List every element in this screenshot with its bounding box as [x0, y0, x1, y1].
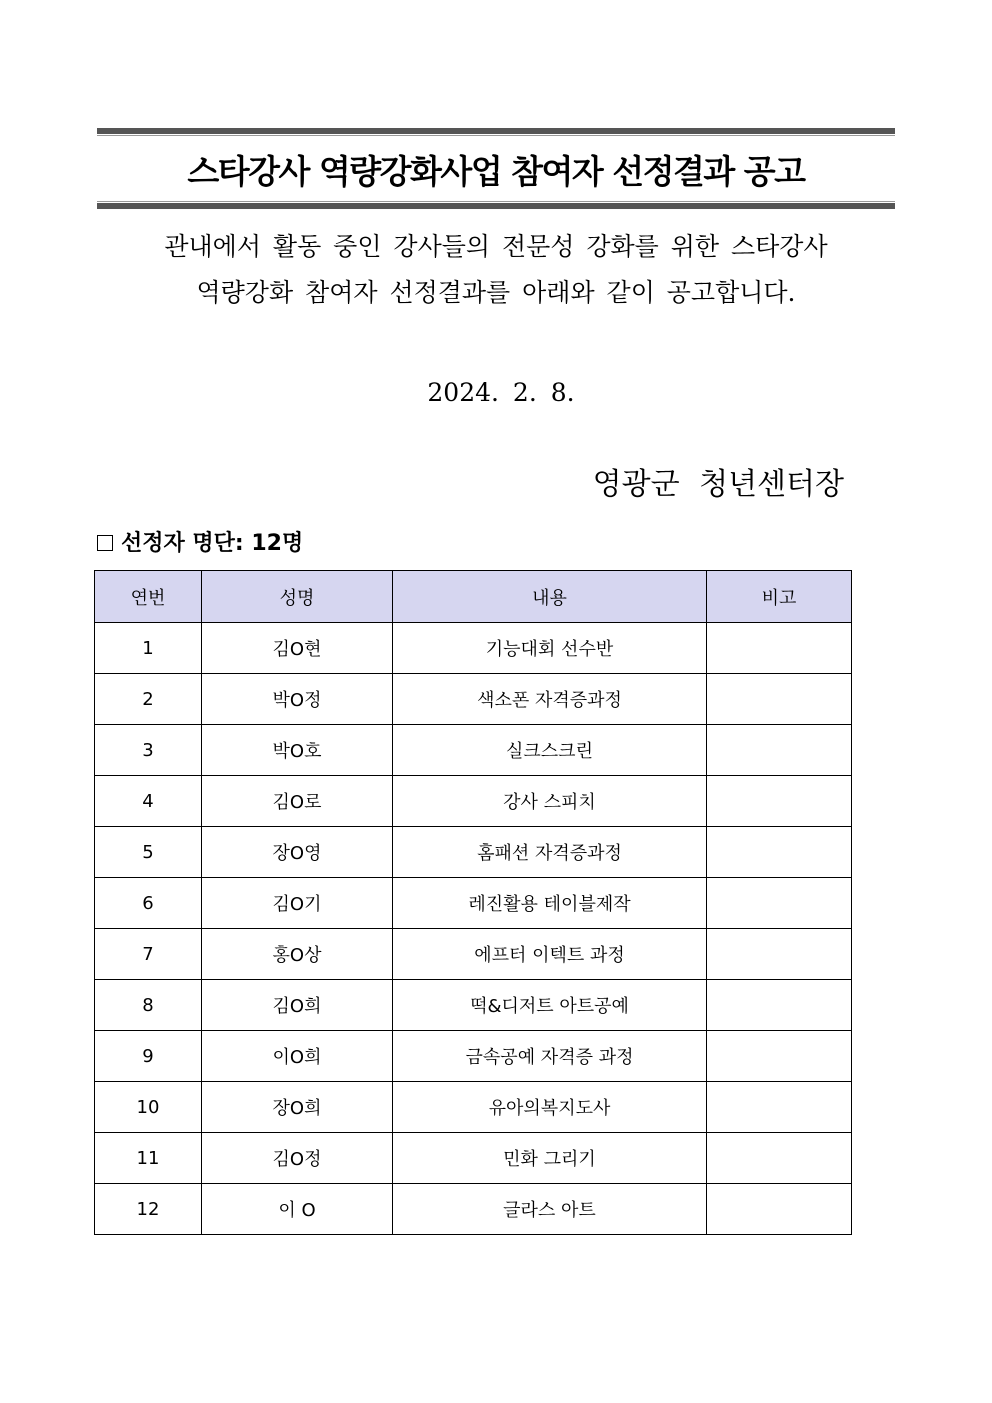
cell-note [707, 1133, 852, 1184]
notice-date: 2024. 2. 8. [427, 378, 575, 407]
cell-content: 레진활용 테이블제작 [393, 878, 707, 929]
table-row [95, 878, 852, 929]
cell-no: 11 [95, 1133, 202, 1184]
table-header-row [95, 571, 852, 623]
cell-no: 8 [95, 980, 202, 1031]
cell-no: 5 [95, 827, 202, 878]
cell-name: 장O희 [202, 1082, 393, 1133]
cell-no: 1 [95, 623, 202, 674]
table-body [95, 623, 852, 1235]
intro-line-2: 역량강화 참여자 선정결과를 아래와 같이 공고합니다. [196, 278, 796, 307]
selection-table [94, 570, 852, 1235]
cell-name: 이O희 [202, 1031, 393, 1082]
cell-name: 김O기 [202, 878, 393, 929]
cell-name: 장O영 [202, 827, 393, 878]
cell-note [707, 980, 852, 1031]
cell-content: 떡&디저트 아트공예 [393, 980, 707, 1031]
cell-name: 김O희 [202, 980, 393, 1031]
cell-note [707, 1082, 852, 1133]
cell-note [707, 1031, 852, 1082]
cell-content: 색소폰 자격증과정 [393, 674, 707, 725]
cell-name: 이 O [202, 1184, 393, 1235]
table-row [95, 827, 852, 878]
cell-note [707, 674, 852, 725]
cell-note [707, 1184, 852, 1235]
cell-no: 7 [95, 929, 202, 980]
cell-note [707, 725, 852, 776]
title-rule-bottom-thin [97, 201, 895, 202]
cell-note [707, 827, 852, 878]
title-rule-bottom [97, 203, 895, 209]
cell-no: 3 [95, 725, 202, 776]
intro-line-1: 관내에서 활동 중인 강사들의 전문성 강화를 위한 스타강사 [164, 232, 828, 261]
table-row [95, 1133, 852, 1184]
cell-no: 9 [95, 1031, 202, 1082]
table-row [95, 725, 852, 776]
table-row [95, 1184, 852, 1235]
cell-content: 실크스크린 [393, 725, 707, 776]
intro-text [120, 224, 872, 316]
title-rule-top [97, 128, 895, 134]
cell-content: 금속공예 자격증 과정 [393, 1031, 707, 1082]
list-heading-text: 선정자 명단: 12명 [121, 531, 304, 556]
cell-content: 글라스 아트 [393, 1184, 707, 1235]
cell-name: 김O정 [202, 1133, 393, 1184]
cell-no: 10 [95, 1082, 202, 1133]
list-heading [97, 526, 303, 557]
cell-content: 에프터 이텍트 과정 [393, 929, 707, 980]
cell-no: 2 [95, 674, 202, 725]
cell-content: 강사 스피치 [393, 776, 707, 827]
cell-note [707, 929, 852, 980]
cell-content: 기능대회 선수반 [393, 623, 707, 674]
cell-content: 홈패션 자격증과정 [393, 827, 707, 878]
title-box [97, 128, 895, 209]
cell-no: 4 [95, 776, 202, 827]
cell-content: 민화 그리기 [393, 1133, 707, 1184]
issuer: 영광군 청년센터장 [592, 467, 844, 502]
cell-note [707, 776, 852, 827]
table-row [95, 776, 852, 827]
title-rule-top-thin [97, 135, 895, 136]
cell-content: 유아의복지도사 [393, 1082, 707, 1133]
table-row [95, 623, 852, 674]
table-row [95, 674, 852, 725]
cell-note [707, 623, 852, 674]
cell-note [707, 878, 852, 929]
col-header-content: 내용 [393, 571, 707, 623]
cell-name: 김O로 [202, 776, 393, 827]
cell-name: 홍O상 [202, 929, 393, 980]
col-header-no: 연번 [95, 571, 202, 623]
table-row [95, 1031, 852, 1082]
table-row [95, 929, 852, 980]
col-header-name: 성명 [202, 571, 393, 623]
cell-no: 12 [95, 1184, 202, 1235]
page-title: 스타강사 역량강화사업 참여자 선정결과 공고 [187, 152, 805, 191]
cell-name: 박O호 [202, 725, 393, 776]
cell-name: 김O현 [202, 623, 393, 674]
col-header-note: 비고 [707, 571, 852, 623]
cell-name: 박O정 [202, 674, 393, 725]
table-row [95, 1082, 852, 1133]
cell-no: 6 [95, 878, 202, 929]
table-row [95, 980, 852, 1031]
checkbox-square-icon [97, 535, 113, 551]
